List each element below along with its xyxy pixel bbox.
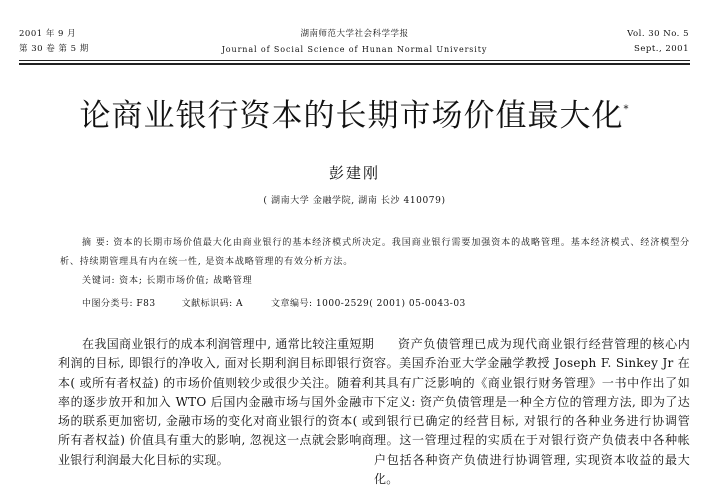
class-number: 中图分类号: F83: [82, 299, 156, 309]
publication-date: 2001 年 9 月: [19, 29, 77, 39]
article-title-text: 论商业银行资本的长期市场价值最大化: [79, 98, 624, 134]
classification-line: [82, 296, 466, 309]
title-footnote-marker: *: [623, 104, 630, 115]
abstract: 摘 要: 资本的长期市场价值最大化由商业银行的基本经济模式所决定。我国商业银行需要加强资本的战略管理。基本经济模式、经济模型分析、持续期管理具有内在统一性, 是资本战略管理的有效分析方法。: [60, 238, 690, 267]
document-code: 文献标识码: A: [181, 299, 243, 309]
body-column-right: 资产负债管理已成为现代商业银行经营管理的核心内容。美国乔治亚大学金融学教授 Joseph F. Sinkey Jr 在其具有广泛影响的《商业银行财务管理》一书中作出了如下定义: 资产负债管理是一种全方位的管理方法, 即为了达到银行已确定的经营目标, 对银行的各种业务进行协调管理。这一管理过程的实质在于对银行资产负债表中各种帐户包括各种资产负债进行协调管理, 实现资本收益的最大化。: [374, 337, 690, 487]
publication-date-en: Sept., 2001: [634, 44, 689, 54]
volume-issue-cn: 第 30 卷 第 5 期: [19, 44, 89, 54]
article-number: 文章编号: 1000-2529( 2001) 05-0043-03: [271, 299, 466, 309]
journal-name-cn: 湖南师范大学社会科学学报: [300, 29, 409, 39]
keywords: 关键词: 资本; 长期市场价值; 战略管理: [82, 276, 253, 286]
article-title: [0, 96, 709, 136]
author-affiliation: ( 湖南大学 金融学院, 湖南 长沙 410079): [263, 196, 446, 206]
author-name: 彭建刚: [328, 164, 380, 182]
journal-name-en: Journal of Social Science of Hunan Normal University: [221, 45, 488, 54]
body-column-left: 在我国商业银行的成本利润管理中, 通常比较注重短期利润的目标, 即银行的净收入, 面对长期利润目标即银行资本( 或所有者权益) 的市场价值则较少或很少关注。随着利率的逐步放开和加入 WTO 后国内金融市场与国外金融市场的联系更加密切, 金融市场的变化对商业银行的资本( 或所有者权益) 价值具有重大的影响, 忽视这一点就会影响商业银行利润最大化目标的实现。: [58, 337, 374, 467]
header-rule-thick: [19, 63, 690, 65]
header-rule-thin: [19, 60, 690, 61]
volume-number-en: Vol. 30 No. 5: [627, 29, 689, 39]
